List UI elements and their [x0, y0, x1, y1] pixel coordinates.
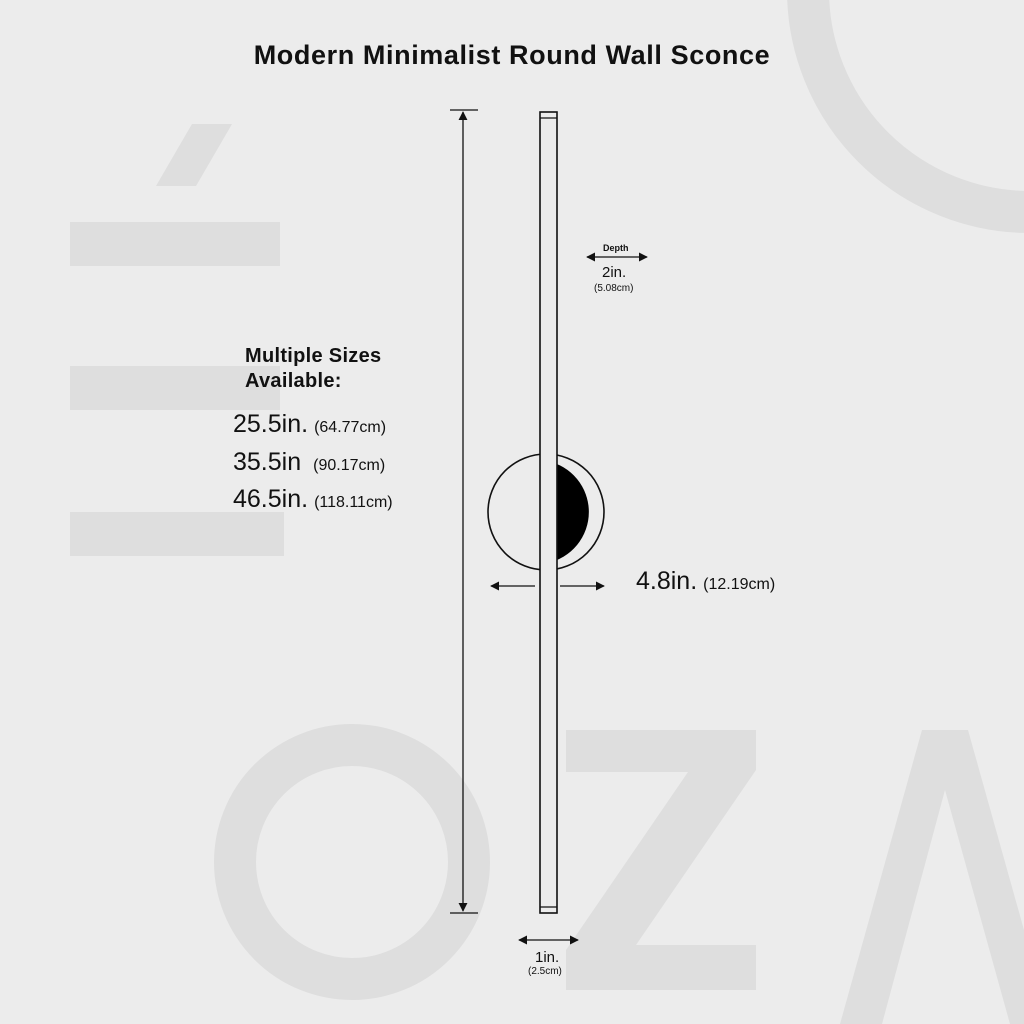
depth-cm: (5.08cm)	[594, 283, 634, 294]
diameter-label	[636, 567, 775, 596]
height-dimension	[450, 110, 478, 913]
size-cm: (118.11cm)	[314, 494, 393, 511]
diameter-inches: 4.8in.	[636, 567, 698, 595]
size-option	[233, 448, 385, 477]
size-inches: 35.5in	[233, 448, 302, 476]
sizes-heading-line1: Multiple Sizes	[245, 345, 382, 367]
size-cm: (64.77cm)	[314, 419, 387, 436]
diameter-cm: (12.19cm)	[703, 576, 776, 593]
size-inches: 25.5in.	[233, 410, 309, 438]
size-inches: 46.5in.	[233, 485, 309, 513]
depth-inches: 2in.	[602, 264, 627, 281]
width-inches: 1in.	[535, 949, 560, 966]
size-option	[233, 410, 386, 439]
page-title: Modern Minimalist Round Wall Sconce	[253, 40, 771, 70]
depth-caption: Depth	[603, 243, 629, 253]
sconce-bar	[540, 112, 557, 913]
sizes-heading	[245, 344, 381, 394]
size-option	[233, 485, 393, 514]
width-cm: (2.5cm)	[528, 966, 562, 977]
size-cm: (90.17cm)	[313, 457, 386, 474]
sizes-heading-line2: Available:	[245, 370, 342, 392]
